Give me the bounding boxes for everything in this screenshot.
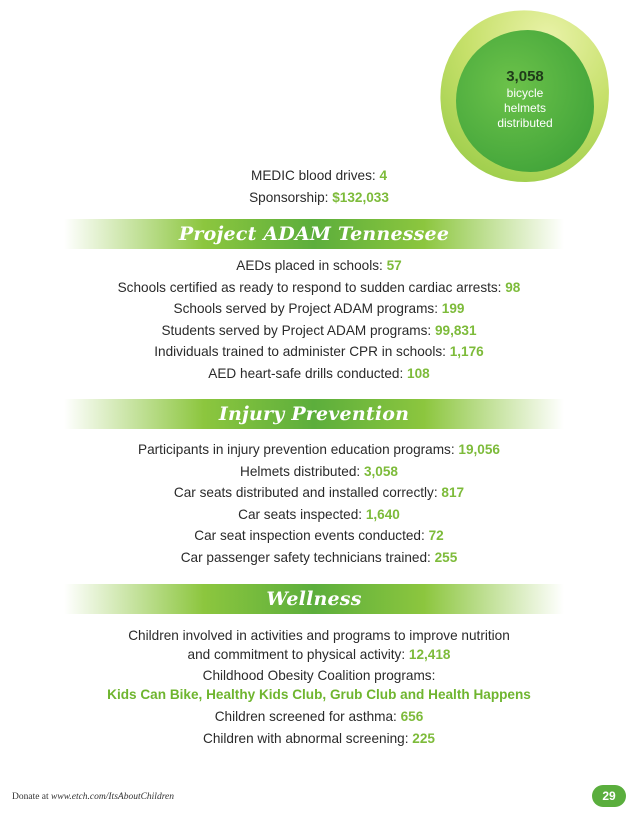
stat-label: Car passenger safety technicians trained: (180, 549, 435, 565)
stat-label: Car seats distributed and installed correctly: (173, 485, 442, 501)
intro-stats (0, 165, 638, 208)
stat-label: Car seat inspection events conducted: (194, 528, 429, 544)
stat-label: Children screened for asthma: (214, 709, 401, 724)
stat-line (0, 298, 638, 320)
stat-value: 98 (505, 279, 521, 295)
section-title: Project ADAM Tennessee (178, 223, 450, 245)
stat-line (0, 504, 638, 526)
stat-value: 108 (407, 365, 430, 381)
stat-line (0, 341, 638, 363)
stat-label: Schools certified as ready to respond to sudden cardiac arrests: (117, 279, 506, 295)
callout-line: helmets (503, 101, 547, 115)
stat-value: 1,176 (449, 344, 484, 360)
stat-value: 19,056 (458, 442, 500, 457)
stat-value: 817 (441, 485, 465, 501)
stat-line (0, 547, 638, 569)
stat-label: Children involved in activities and programs to improve nutrition (128, 628, 510, 643)
stat-label: Participants in injury prevention education programs: (138, 442, 459, 457)
callout-line: bicycle (506, 86, 544, 100)
stat-label: Students served by Project ADAM programs: (161, 322, 435, 338)
stat-line (0, 363, 638, 385)
section-banner-wellness (64, 584, 564, 614)
stat-label: AED heart-safe drills conducted: (208, 365, 408, 381)
section-title: Wellness (266, 588, 362, 610)
stat-value: 3,058 (363, 463, 398, 479)
callout-line: distributed (497, 116, 553, 130)
stat-label: Schools served by Project ADAM programs: (173, 301, 442, 317)
callout-number: 3,058 (506, 68, 544, 85)
stat-line (0, 706, 638, 728)
wellness-stats (0, 626, 638, 749)
stat-label: MEDIC blood drives: (251, 168, 380, 183)
section-banner-project-adam (64, 219, 564, 249)
stat-line (0, 728, 638, 750)
stat-label: Individuals trained to administer CPR in schools: (154, 344, 450, 360)
stat-label: Helmets distributed: (240, 463, 364, 479)
stat-line (0, 165, 638, 187)
stat-value: 225 (412, 730, 435, 746)
stat-value: 1,640 (365, 506, 400, 522)
page-number: 29 (592, 785, 626, 807)
stat-line (0, 439, 638, 461)
stat-label: Children with abnormal screening: (203, 730, 413, 746)
stat-line (0, 255, 638, 277)
injury-prevention-stats (0, 439, 638, 569)
stat-line (0, 187, 638, 209)
stat-line (0, 645, 638, 664)
program-list: Kids Can Bike, Healthy Kids Club, Grub Club and Health Happens (107, 687, 531, 702)
stat-value: 199 (441, 301, 465, 317)
stat-value: 72 (428, 528, 444, 544)
stat-label: AEDs placed in schools: (236, 258, 387, 273)
stat-label: and commitment to physical activity: (187, 647, 409, 662)
section-title: Injury Prevention (218, 403, 410, 425)
donate-link[interactable]: www.etch.com/ItsAboutChildren (51, 792, 175, 802)
stat-value: 12,418 (408, 647, 451, 662)
stat-line (0, 461, 638, 483)
stat-value: $132,033 (332, 189, 389, 205)
stat-line (0, 525, 638, 547)
stat-value: 4 (379, 168, 387, 183)
project-adam-stats (0, 255, 638, 385)
stat-line (0, 320, 638, 342)
stat-line (0, 666, 638, 685)
donate-footer (12, 792, 174, 802)
donate-prefix: Donate at (12, 792, 52, 802)
stat-value: 99,831 (434, 322, 477, 338)
stat-label: Sponsorship: (249, 189, 333, 205)
stat-value: 656 (400, 709, 424, 724)
stat-label: Childhood Obesity Coalition programs: (202, 668, 436, 683)
stat-value: 57 (386, 258, 402, 273)
stat-value: 255 (434, 549, 458, 565)
stat-line (0, 277, 638, 299)
stat-line (0, 626, 638, 645)
stat-line (0, 482, 638, 504)
stat-label: Car seats inspected: (238, 506, 366, 522)
section-banner-injury-prevention (64, 399, 564, 429)
helmets-callout (440, 10, 610, 185)
callout-text (456, 68, 594, 131)
